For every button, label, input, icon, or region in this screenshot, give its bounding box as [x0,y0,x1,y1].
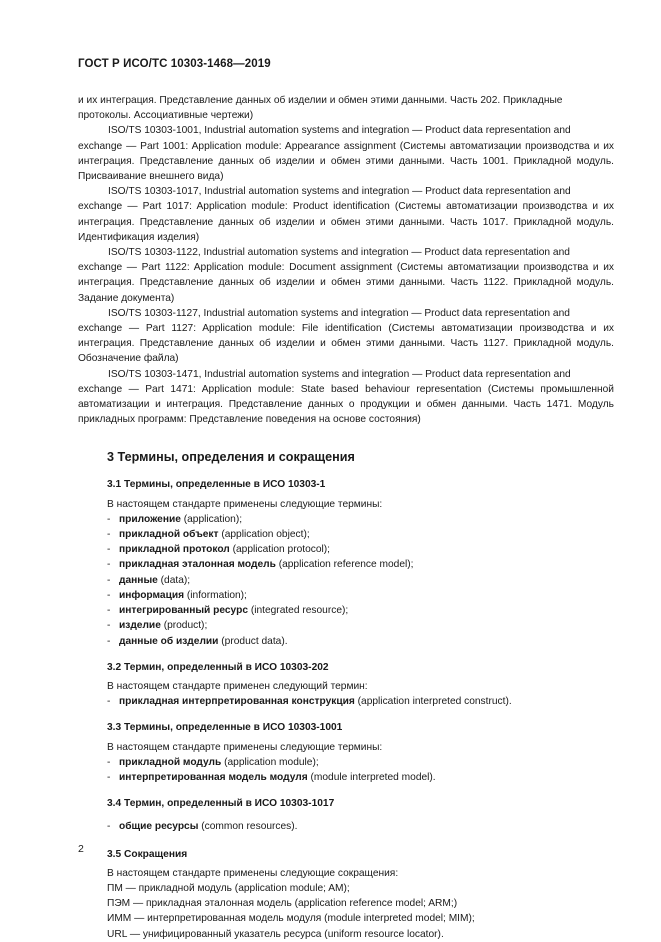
refs-tail-line: протоколы. Ассоциативные чертежи) [78,110,254,122]
term-translation: (application object); [218,529,310,541]
subsection-heading: 3.5 Сокращения [107,848,188,860]
term-translation: (application); [180,513,243,525]
term: изделие [119,620,161,632]
subsection-intro: В настоящем стандарте применены следующие термины: [107,498,383,510]
page-body [78,93,614,942]
reference-first-line: ISO/TS 10303-1122, Industrial automation systems and integration — Product data representation and [108,247,570,259]
abbreviation-item: URL — унифицированный указатель ресурса (uniform resource locator). [107,928,444,940]
reference-first-line: ISO/TS 10303-1017, Industrial automation systems and integration — Product data representation and [108,186,571,198]
term-translation: (application protocol); [229,544,330,556]
term: прикладной протокол [119,544,230,556]
term-translation: (product); [160,620,208,632]
normative-references [78,123,614,427]
document-header: ГОСТ Р ИСО/ТС 10303-1468—2019 [78,58,271,70]
term-list [78,819,614,834]
list-item: - данные (data); [107,574,191,586]
list-item: - прикладной протокол (application protocol); [107,544,330,556]
term: прикладная интерпретированная конструкция [119,696,355,708]
term: данные [119,574,158,586]
reference-text: exchange — Part 1017: Application module: Product identification (Системы автоматизации производства и их интеграция. Представление данных об изделии и обмен этими данными. Часть 1017. Прикладной модуль. Идентификация изделия) [78,201,614,243]
abbreviation-item: ПЭМ — прикладная эталонная модель (application reference model; ARM;) [107,898,458,910]
term: информация [119,589,185,601]
list-item: - интерпретированная модель модуля (module interpreted model). [107,771,436,783]
list-item: - интегрированный ресурс (integrated resource); [107,605,349,617]
reference-entry [78,123,614,184]
term-translation: (application interpreted construct). [354,696,512,708]
subsection-heading: 3.3 Термины, определенные в ИСО 10303-1001 [107,722,343,734]
term-translation: (application reference model); [275,559,414,571]
subsection-heading: 3.2 Термин, определенный в ИСО 10303-202 [107,661,329,673]
reference-entry [78,367,614,428]
list-item: - прикладной объект (application object); [107,529,310,541]
abbreviation-item: ПМ — прикладной модуль (application module; AM); [107,882,350,894]
term-translation: (integrated resource); [247,605,349,617]
term-translation: (common resources). [198,821,298,833]
term: общие ресурсы [119,821,199,833]
reference-first-line: ISO/TS 10303-1127, Industrial automation systems and integration — Product data representation and [108,307,570,319]
term: интерпретированная модель модуля [119,771,308,783]
term-list [78,755,614,785]
list-item: - общие ресурсы (common resources). [107,821,298,833]
page-number: 2 [78,843,84,855]
term: интегрированный ресурс [119,605,248,617]
reference-text: exchange — Part 1127: Application module: File identification (Системы автоматизации производства и их интеграция. Представление данных об изделии и обмен этими данными. Часть 1127. Прикладной модуль. Обозначение файла) [78,323,614,365]
reference-first-line: ISO/TS 10303-1001, Industrial automation systems and integration — Product data representation and [108,125,571,137]
list-item: - прикладная эталонная модель (application reference model); [107,559,414,571]
term-translation: (application module); [221,756,319,768]
term: прикладной объект [119,529,219,541]
subsection-intro: В настоящем стандарте применены следующие сокращения: [107,867,399,879]
subsection-intro: В настоящем стандарте применен следующий термин: [107,680,368,692]
list-item: - изделие (product); [107,620,208,632]
list-item: - информация (information); [107,589,247,601]
abbreviation-list [78,881,614,942]
reference-text: exchange — Part 1471: Application module: State based behaviour representation (Системы промышленной автоматизации и интеграция. Представление данных о продукции и обмен данными. Часть 1471. Модуль прикладных программ: Представление поведения на основе состояния) [78,383,614,426]
reference-entry [78,306,614,367]
reference-first-line: ISO/TS 10303-1471, Industrial automation systems and integration — Product data representation and [108,368,571,380]
abbreviation-item: ИММ — интерпретированная модель модуля (module interpreted model; MIM); [107,913,475,925]
section-heading: 3 Термины, определения и сокращения [107,450,355,465]
subsection-intro: В настоящем стандарте применены следующие термины: [107,741,383,753]
reference-entry [78,245,614,306]
reference-entry [78,184,614,245]
term-list [78,512,614,649]
term-translation: (information); [184,589,247,601]
term-list [78,694,614,709]
term: данные об изделии [119,635,219,647]
term-translation: (module interpreted model). [307,771,436,783]
refs-tail-line: и их интеграция. Представление данных об изделии и обмен этими данными. Часть 202. Прикладные [78,95,563,106]
list-item: - прикладная интерпретированная конструкция (application interpreted construct). [107,696,512,708]
term-translation: (product data). [218,635,288,647]
term: приложение [119,513,181,525]
reference-text: exchange — Part 1001: Application module: Appearance assignment (Системы автоматизации производства и их интеграция. Представление данных об изделии и обмен этими данными. Часть 1001. Прикладной модуль. Присваивание внешнего вида) [78,140,614,183]
term: прикладной модуль [119,756,222,768]
list-item: - данные об изделии (product data). [107,635,288,647]
reference-text: exchange — Part 1122: Application module: Document assignment (Системы автоматизации производства и их интеграция. Представление данных об изделии и обмен этими данными. Часть 1122. Прикладной модуль. Задание документа) [78,262,614,304]
subsection-heading: 3.4 Термин, определенный в ИСО 10303-1017 [107,798,335,810]
list-item: - приложение (application); [107,513,243,525]
list-item: - прикладной модуль (application module); [107,756,319,768]
subsection-heading: 3.1 Термины, определенные в ИСО 10303-1 [107,479,326,491]
term-translation: (data); [157,574,191,586]
term: прикладная эталонная модель [119,559,276,571]
